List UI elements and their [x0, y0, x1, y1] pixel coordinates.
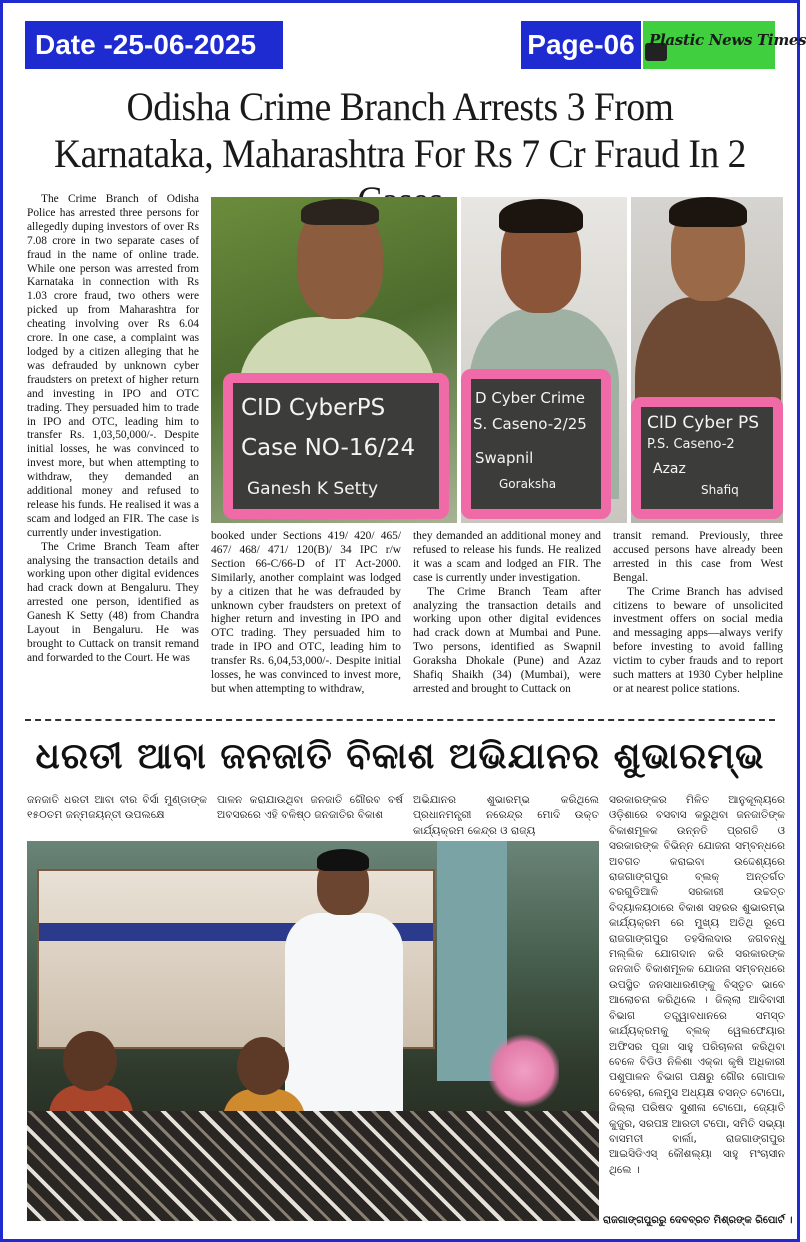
slate-text: Goraksha: [499, 477, 557, 491]
person-hair: [499, 199, 583, 233]
slate-text: CID Cyber PS: [647, 413, 759, 433]
reporter-credit: ରାଜଗାଙ୍ଗପୁରରୁ ଦେବବ୍ରତ ମିଶ୍ରଙ୍କ ରିପୋର୍ଟ ।: [603, 1215, 793, 1226]
section-divider: [25, 719, 775, 721]
page-header: [25, 15, 806, 73]
article-headline: Odisha Crime Branch Arrests 3 From Karnataka, Maharashtra For Rs 7 Cr Fraud In 2: [53, 84, 747, 176]
odia-column-3: ଅଭିଯାନର ଶୁଭାରମ୍ଭ କରିଥିଲେ ପ୍ରଧାନମନ୍ତ୍ରୀ ନରେନ୍ଦ୍ର ମୋଦି ଉକ୍ତ କାର୍ଯ୍ୟକ୍ରମ କେନ୍ଦ୍ର ଓ ରାଜ୍ୟ: [413, 794, 599, 837]
article-column-1: [27, 193, 199, 711]
speaker-body: [285, 913, 403, 1123]
accused-photo-2: [461, 197, 627, 523]
article-column-4: [613, 530, 783, 710]
logo-text: Plastic News Times: [649, 31, 806, 49]
flower-bouquet: [489, 1031, 559, 1111]
person-hair: [301, 199, 379, 225]
guest-head: [63, 1031, 117, 1091]
article-column-3: [413, 530, 601, 710]
slate-text: P.S. Caseno-2: [647, 437, 735, 452]
id-slate: [631, 397, 783, 519]
paragraph: The Crime Branch Team after analyzing the transaction details and working upon other digital evidences had crack down at Mumbai and Pune. Two persons, identified as Swapnil Goraksha Dhokale (Pune) and Azaz Shafiq Shaikh (34) (Mumbai), were arrested and brought to Cuttack on: [413, 585, 601, 695]
slate-text: CID CyberPS: [241, 395, 386, 421]
speaker-hair: [317, 849, 369, 871]
odia-column-2: ପାଳନ କରାଯାଉଥିବା ଜନଜାତି ଗୌରବ ବର୍ଷ ଅବସରରେ ଏହି ବଳିଷ୍ଠ ଜନଜାତିର ବିକାଶ: [217, 794, 403, 822]
person-hair: [669, 197, 747, 227]
event-photo: [27, 841, 599, 1221]
page-number: Page-06: [521, 21, 641, 69]
accused-photo-3: [631, 197, 783, 523]
slate-text: S. Caseno-2/25: [473, 415, 587, 433]
slate-text: Azaz: [653, 461, 686, 477]
article-column-2: [211, 530, 401, 710]
paragraph: transit remand. Previously, three accused persons have already been arrested in this case from West Bengal.: [613, 530, 783, 584]
paragraph: The Crime Branch of Odisha Police has arrested three persons for allegedly duping investors of over Rs 7.08 crore in two separate cases of fraud in the name of online trade. While one person was arrested from Karnataka in connection with Rs 1.03 crore fraud, two others were picked up from Maharashtra for cheating involving over Rs 6.04 crore. In one case, a complaint was lodged by a citizen alleging that he was defrauded by unknown cyber fraudsters on pretext of higher return and investing in IPO and OTC trading. They persuaded him to trade in IPO and OTC, leading him to transfer Rs. 1,03,50,000/-. Despite initial losses, he was convinced to invest more, but when attempting to withdraw, they demanded an additional money and refused to release his funds. He realised it was a scam and lodged an FIR. The case is currently under investigation.: [27, 193, 199, 539]
id-slate: [461, 369, 611, 519]
slate-text: Shafiq: [701, 483, 739, 497]
id-slate: [223, 373, 449, 519]
slate-text: Swapnil: [475, 449, 534, 467]
odia-column-4: ସରକାରଙ୍କର ମିଳିତ ଆନୁକୂଲ୍ୟରେ ଓଡ଼ିଶାରେ ବସବାସ କରୁଥିବା ଜନଜାତିଙ୍କ ବିକାଶମୂଳକ ଉନ୍ନତି ପ୍ରଗତି ଓ ସରକାରଙ୍କ ବିଭିନ୍ନ ଯୋଜନା ସମ୍ବନ୍ଧରେ ଅବଗତ କରାଇବା ଉଦ୍ଦେଶ୍ୟରେ ରାଜଗାଙ୍ଗପୁର ବ୍ଲକ୍ ଅନ୍ତର୍ଗତ ବରଗୁଡିଆଳି ସରକାରୀ ଉଚ୍ଚତ୍ତ ବିଦ୍ୟାଳୟଠାରେ ବିକାଶ ସହରର ଶୁଭାରମ୍ଭ କାର୍ଯ୍ୟକ୍ରମ ରେ ମୁଖ୍ୟ ଅତିଥି ରୂପେ ରାଜଗାଙ୍ଗପୁର ତହସିଲଦାର ଜଗବନ୍ଧୁ ମଲ୍ଲିକ ଯୋଗଦାନ କରି ସରକାରଙ୍କ ଜନଜାତି ବିକାଶମୂଳକ ଯୋଜନା ସମ୍ବନ୍ଧରେ ଉପସ୍ଥିତ ଜନସାଧାରଣଙ୍କୁ ବିସ୍ତୃତ ଭାବେ ଆଲୋଚନା କରିଥିଲେ । ଜିଲ୍ଲା ଆଦିବାସୀ ବିଭାଗ ତତ୍ତ୍ୱାବଧାନରେ ସମସ୍ତ କାର୍ଯ୍ୟକ୍ରମକୁ ବ୍ଲକ୍ ୱେଲଫେୟାର ଅଫିସର ପୂଜା ସାହୁ ପରିଚାଳନା କରିଥିବା ବେଳେ ବିଡିଓ ନିଳିଶା ଏକ୍କା କୃଷି ଅଧିକାରୀ ପଶୁପାଳନ ବିଭାଗ ପକ୍ଷରୁ ଗୌର ଗୋପାଳ ବେହେରା, ଲେମ୍ପ୍ସ ଅଧ୍ୟକ୍ଷ ବସନ୍ତ ଟୋପୋ, ଜିଲ୍ଲା ପରିଷଦ ସୁଶୀଳା ଟୋପୋ, ଜ୍ୟୋତି କୁଜୁର, ସରପଞ୍ଚ ଆରତୀ ଟପୋ, ସମିତି ସଭ୍ୟା ବାସମତୀ ବାର୍ଲା, ରାଜଗାଙ୍ଗପୁର ଆଇସିଡିଏସ୍ କୌଶଲ୍ୟା ସାହୁ ମଂଚାସୀନ ଥିଲେ ।: [609, 794, 785, 1176]
odia-column-1: ଜନଜାତି ଧରତୀ ଆବା ବୀର ବିର୍ସା ମୁଣ୍ଡାଙ୍କ ୧୫୦ତମ ଜନ୍ମଜୟନ୍ତୀ ଉପଲକ୍ଷେ: [27, 794, 207, 822]
paragraph: they demanded an additional money and refused to release his funds. He realized it was a scam and lodged an FIR. The case is currently under investigation.: [413, 530, 601, 584]
paragraph: booked under Sections 419/ 420/ 465/ 467/ 468/ 471/ 120(B)/ 34 IPC r/w Section 66-C/66-D of IT Act-2000. Similarly, another complaint was lodged by a citizen that he was defrauded by unknown cyber fraudsters on pretext of higher return and investing in IPO and OTC trading. They persuaded him to trade in IPO and OTC, leading him to transfer Rs. 6,04,53,000/-. Despite initial losses, he was convinced to invest more, but when attempting to withdraw,: [211, 530, 401, 695]
patterned-tablecloth: [27, 1111, 599, 1221]
slate-text: Case NO-16/24: [241, 435, 416, 461]
publication-logo: [643, 21, 806, 69]
odia-headline: ଧରତୀ ଆବା ଜନଜାତି ବିକାଶ ଅଭିଯାନର ଶୁଭାରମ୍ଭ: [35, 736, 765, 777]
guest-head: [237, 1037, 289, 1095]
accused-photo-collage: [211, 197, 783, 523]
paragraph: The Crime Branch Team after analysing the transaction details and working upon other digital evidences had crack down at Bengaluru. They arrested one person, identified as Ganesh K Setty (48) from Chandra Layout in Bengaluru. He was brought to Cuttack on transit remand and forwarded to the Court. He was: [27, 540, 199, 664]
paragraph: The Crime Branch has advised citizens to beware of unsolicited investment offers on social media and messaging apps—always verify before investing to avoid falling victim to cyber frauds and to report such matters at 1930 Cyber helpline or at nearest police stations.: [613, 585, 783, 695]
slate-text: Ganesh K Setty: [247, 479, 379, 499]
date-label: Date -25-06-2025: [25, 21, 283, 69]
accused-photo-1: [211, 197, 457, 523]
slate-text: D Cyber Crime: [475, 389, 586, 407]
